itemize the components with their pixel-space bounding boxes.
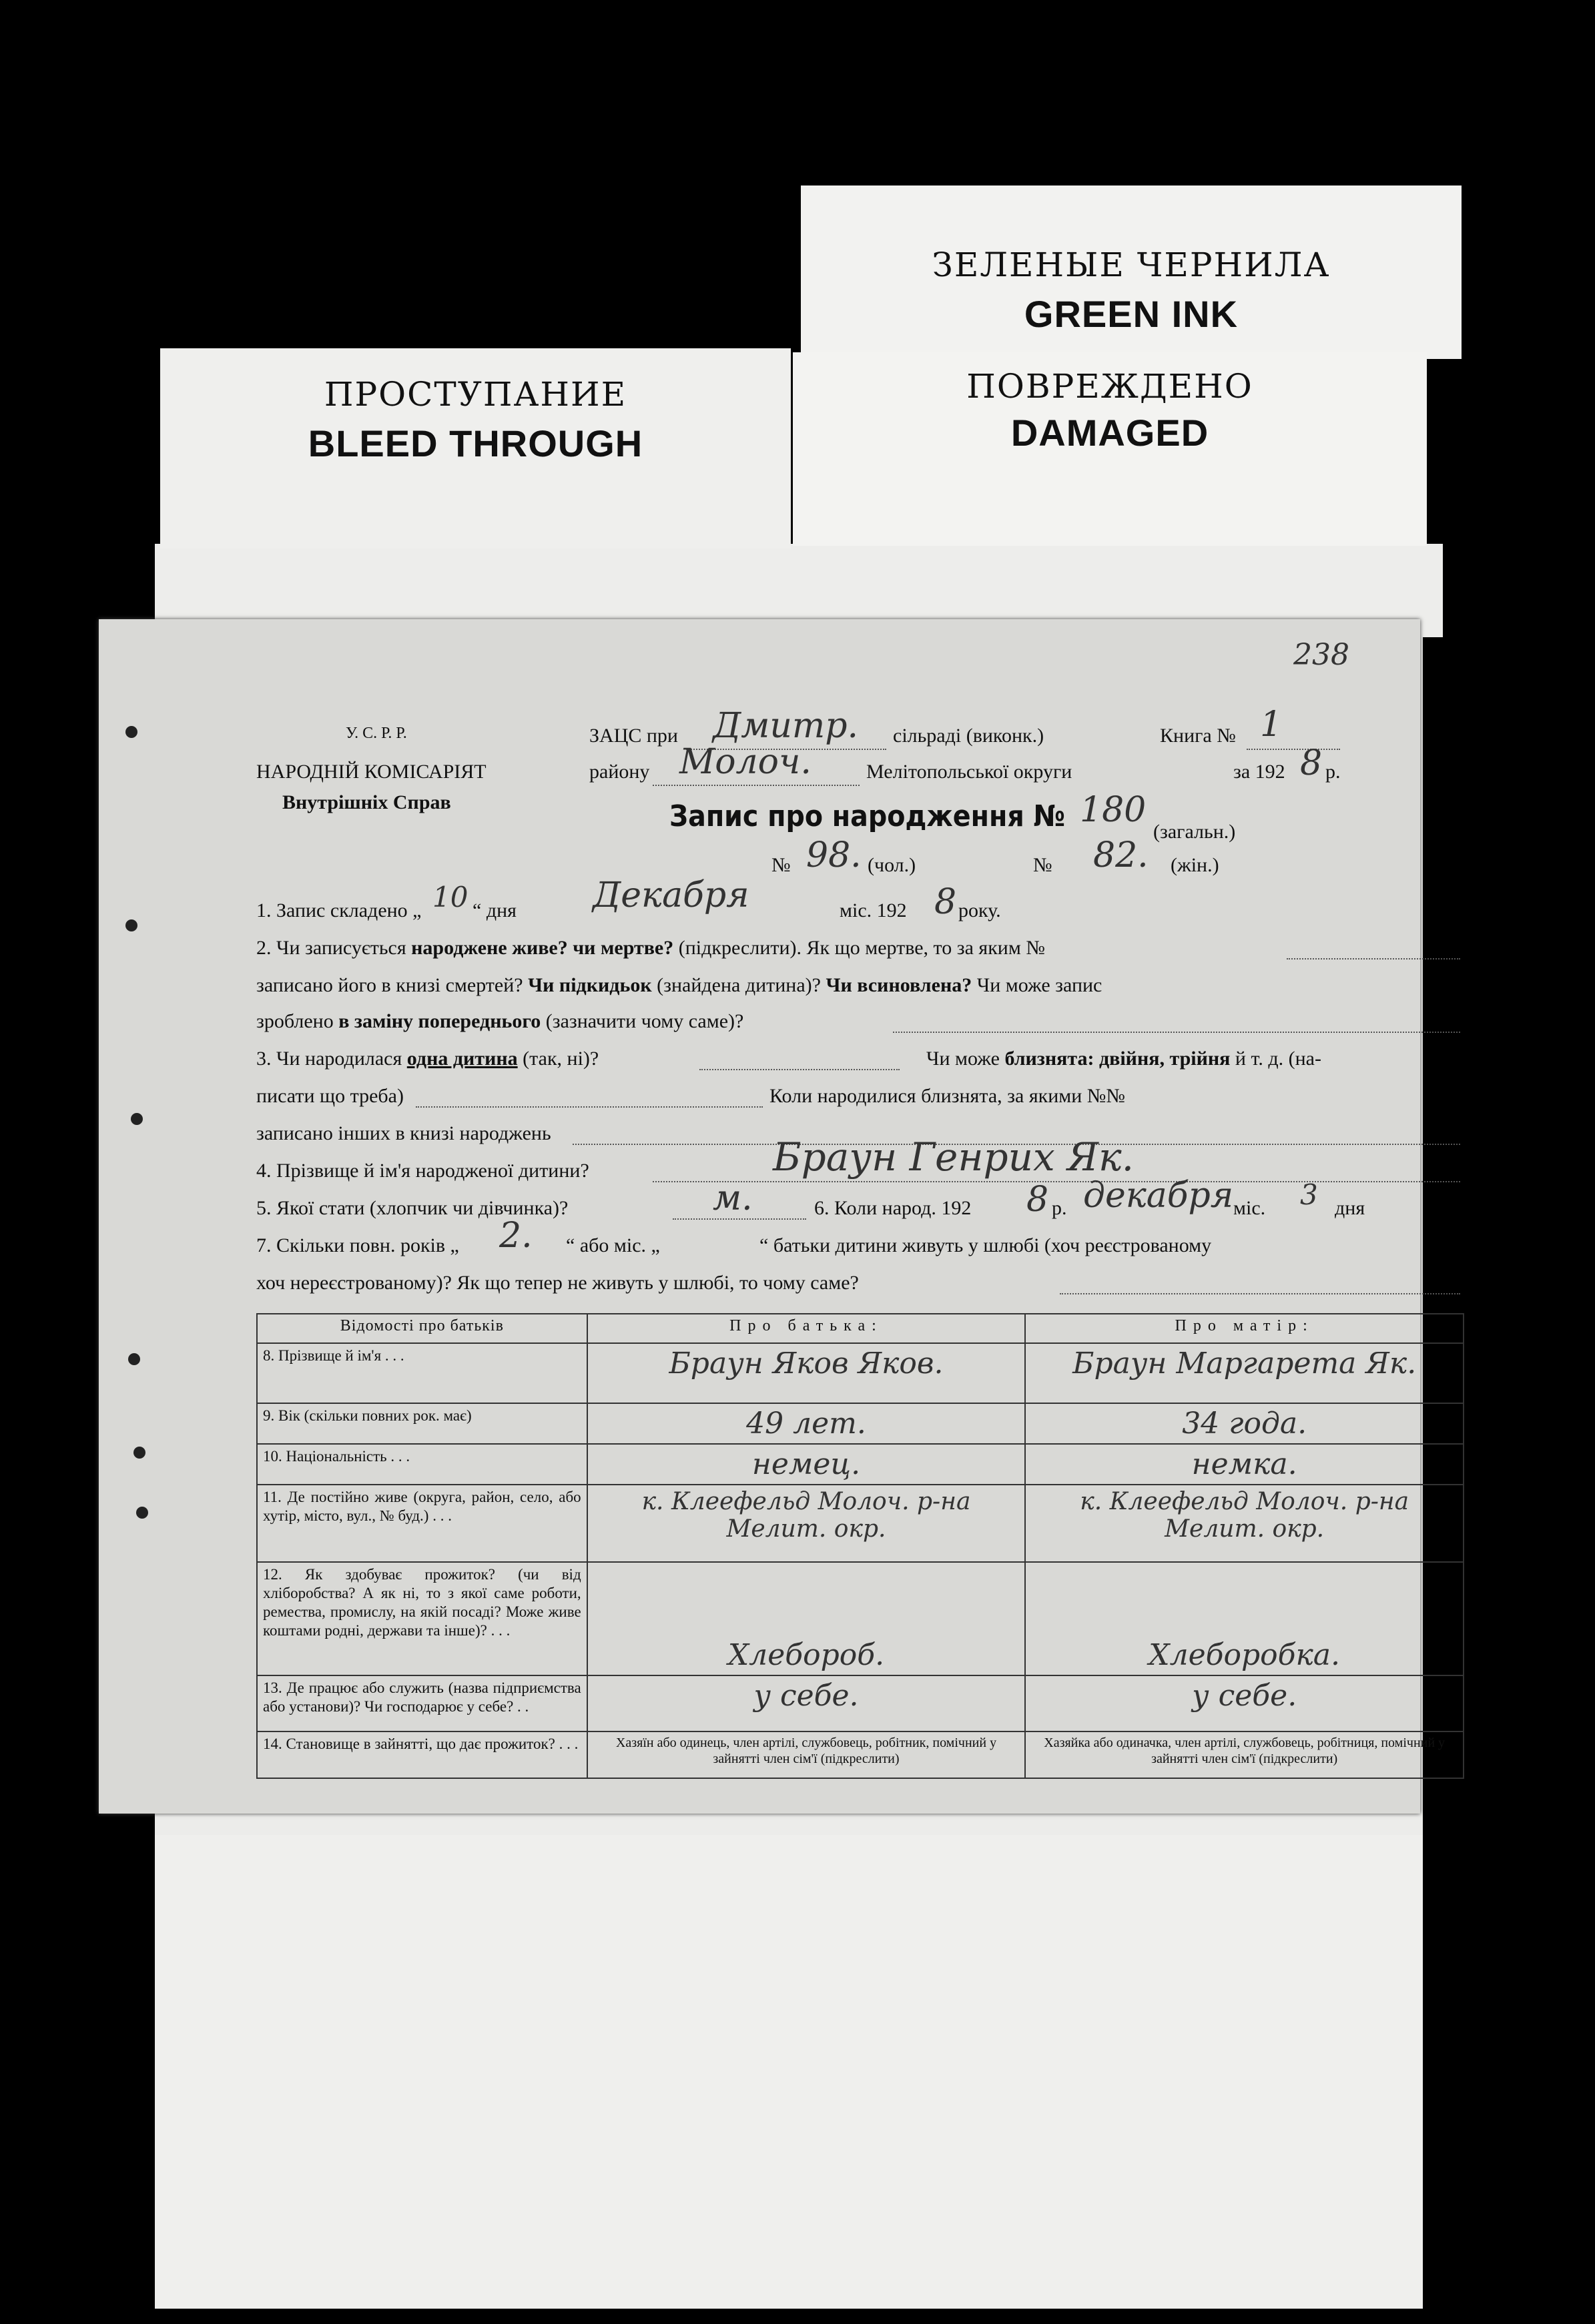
record-number-suffix: (загальн.) [1153, 821, 1236, 843]
row-question: 14. Становище в зайнятті, що дає прожиток? . . . [257, 1731, 587, 1778]
damaged-label-en: DAMAGED [1010, 412, 1209, 454]
female-number: 82. [1093, 835, 1149, 875]
birth-year: 8 [1026, 1180, 1049, 1220]
birth-day: 3 [1300, 1178, 1318, 1211]
q1-year-label: міс. 192 [840, 899, 907, 921]
row-question: 12. Як здобуває прожиток? (чи від хліборобства? А як ні, то з якої саме роботи, ремества, промислу, на якій посаді? Може живе коштами родні, держави та інше)? . . . [257, 1562, 587, 1675]
male-number-suffix: (чол.) [868, 854, 916, 876]
child-sex: м. [713, 1178, 753, 1218]
birth-record-card [99, 619, 1446, 1814]
q2-line-fill [1287, 958, 1460, 959]
parents-table-header [257, 1314, 1464, 1343]
birth-month-suffix: міс. [1233, 1197, 1266, 1219]
table-row [257, 1444, 1464, 1485]
book-number: 1 [1260, 705, 1283, 745]
year-label: за 192 [1233, 761, 1285, 783]
father-residence: к. Клеефельд Молоч. р-на Мелит. окр. [641, 1488, 971, 1543]
table-row [257, 1403, 1464, 1444]
father-workplace: у себе. [753, 1679, 859, 1713]
q3-f: й т. д. (на- [1235, 1048, 1321, 1070]
header-info: Відомості про батьків [257, 1314, 587, 1343]
q2-h: Чи може запис [976, 974, 1102, 996]
q3-b: одна дитина [406, 1048, 518, 1070]
q3-line3: записано інших в книзі народжень [256, 1122, 551, 1144]
q2-line2 [256, 974, 1102, 997]
q2-e: Чи підкидьок [528, 974, 652, 996]
book-line [1247, 749, 1340, 750]
father-name: Браун Яков Яков. [669, 1346, 944, 1381]
q2-line3-fill [893, 1032, 1460, 1033]
punch-hole [125, 726, 137, 738]
punch-hole [128, 1353, 140, 1365]
q7-line2: хоч нереєстрованому)? Як що тепер не живуть у шлюбі, то чому саме? [256, 1272, 859, 1294]
row-question: 11. Де постійно живе (округа, район, село, або хутір, місто, вул., № буд.) . . . [257, 1485, 587, 1562]
q2-a: 2. Чи записується [256, 937, 406, 959]
mother-status: Хазяйка або одиначка, член артілі, службовець, робітниця, помічний у зайнятті член сім'ї (підкреслити) [1044, 1735, 1446, 1766]
q3-line-b [926, 1048, 1321, 1070]
q2-line3 [256, 1010, 743, 1033]
q1-year: 8 [934, 882, 957, 922]
green-ink-label-ru: ЗЕЛЕНЫЕ ЧЕРНИЛА [932, 246, 1331, 284]
header-commissariat: НАРОДНІЙ КОМІСАРІЯТ [256, 761, 487, 783]
q2-f: (знайдена дитина)? [657, 974, 821, 996]
green-ink-label-en: GREEN INK [1024, 293, 1239, 335]
damaged-label-ru: ПОВРЕЖДЕНО [966, 367, 1253, 406]
q3-line2: писати що треба) [256, 1085, 404, 1107]
district-label: району [589, 761, 650, 783]
mother-age: 34 года. [1182, 1407, 1307, 1441]
father-occupation: Хлебороб. [727, 1638, 885, 1672]
bleed-through-label-en: BLEED THROUGH [308, 422, 643, 464]
punch-hole [133, 1447, 145, 1459]
header-internal-affairs: Внутрішніх Справ [282, 791, 451, 813]
q3-e: близнята: двійня, трійня [1004, 1048, 1231, 1070]
row-question: 13. Де працює або служить (назва підприємства або установи)? Чи господарює у себе? . . [257, 1675, 587, 1731]
q2-c: (підкреслити). Як що мертве, то за яким № [678, 937, 1045, 959]
q3-c: (так, ні)? [523, 1048, 599, 1070]
q1-year-suffix: року. [958, 899, 1001, 921]
father-age: 49 лет. [746, 1407, 866, 1441]
q6-label: 6. Коли народ. 192 [814, 1197, 972, 1219]
year-suffix: р. [1325, 761, 1341, 783]
book-label: Книга № [1160, 725, 1236, 747]
q7-line2-fill [1060, 1293, 1460, 1294]
female-number-suffix: (жін.) [1171, 854, 1219, 876]
q2-d: записано його в книзі смертей? [256, 974, 523, 996]
q1-text: 1. Запис складено „ [256, 899, 422, 921]
okrug: Мелітопольської округи [866, 761, 1072, 783]
male-number-label: № [771, 854, 791, 876]
birth-year-suffix: р. [1052, 1197, 1067, 1219]
female-number-label: № [1033, 854, 1052, 876]
birth-day-suffix: дня [1335, 1197, 1365, 1219]
punch-hole [136, 1507, 148, 1519]
q2-g: Чи всиновлена? [826, 974, 972, 996]
q2-line [256, 937, 1045, 959]
table-row [257, 1562, 1464, 1675]
header-mother: Про матір: [1025, 1314, 1464, 1343]
header-father: Про батька: [587, 1314, 1026, 1343]
father-nationality: немец. [751, 1447, 861, 1481]
mother-name: Браун Маргарета Як. [1072, 1346, 1417, 1381]
table-row [257, 1485, 1464, 1562]
q4-label: 4. Прізвище й ім'я народженої дитини? [256, 1160, 589, 1182]
table-row [257, 1343, 1464, 1403]
mother-residence: к. Клеефельд Молоч. р-на Мелит. окр. [1080, 1488, 1409, 1543]
q1-day: 10 [432, 881, 468, 913]
row-question: 8. Прізвище й ім'я . . . [257, 1343, 587, 1403]
q2-i: зроблено [256, 1010, 334, 1032]
q2-b: народжене живе? чи мертве? [411, 937, 674, 959]
q3-line2-fill [416, 1106, 763, 1108]
bleed-through-label [160, 348, 791, 548]
record-title: Запис про народження № [669, 799, 1066, 833]
district-line [653, 785, 860, 786]
year-digit: 8 [1300, 743, 1323, 783]
record-number: 180 [1080, 790, 1147, 830]
zags-prefix: ЗАЦС при [589, 725, 678, 747]
q1-day-suffix: “ дня [472, 899, 517, 921]
table-row [257, 1675, 1464, 1731]
q3-line2-b: Коли народилися близнята, за якими №№ [769, 1085, 1126, 1107]
table-row [257, 1731, 1464, 1778]
q2-k: (зазначити чому саме)? [545, 1010, 744, 1032]
mother-occupation: Хлеборобка. [1149, 1638, 1341, 1672]
q7-months: “ або міс. „ [566, 1234, 660, 1256]
village-suffix: сільраді (виконк.) [893, 725, 1044, 747]
damaged-label [793, 352, 1427, 546]
q7-label: 7. Скільки повн. років „ [256, 1234, 459, 1256]
q3-fill [699, 1069, 900, 1070]
birth-month: декабря [1083, 1176, 1234, 1216]
backing-paper [155, 1802, 1423, 2309]
q2-j: в заміну попереднього [338, 1010, 541, 1032]
bleed-through-label-ru: ПРОСТУПАНИЕ [324, 375, 627, 414]
q3-line [256, 1048, 599, 1070]
page-number: 238 [1293, 638, 1349, 672]
q7-text: “ батьки дитини живуть у шлюбі (хоч реєстрованому [759, 1234, 1212, 1256]
father-status: Хазяїн або одинець, член артілі, службовець, робітник, помічний у зайнятті член сім'ї (підкреслити) [615, 1735, 997, 1766]
mother-workplace: у себе. [1192, 1679, 1297, 1713]
q5-fill [673, 1218, 806, 1220]
green-ink-label [801, 185, 1462, 359]
child-name: Браун Генрих Як. [773, 1134, 1135, 1180]
row-question: 9. Вік (скільки повних рок. має) [257, 1403, 587, 1444]
district-name: Молоч. [679, 742, 812, 782]
village-name: Дмитр. [713, 706, 859, 746]
q4-fill [653, 1181, 1460, 1182]
q5-label: 5. Якої стати (хлопчик чи дівчинка)? [256, 1197, 569, 1219]
punch-hole [125, 919, 137, 931]
years-married: 2. [499, 1216, 533, 1256]
parents-table [256, 1313, 1464, 1779]
row-question: 10. Національність . . . [257, 1444, 587, 1485]
male-number: 98. [806, 835, 862, 875]
q1-month: Декабря [593, 875, 749, 915]
mother-nationality: немка. [1191, 1447, 1297, 1481]
q3-a: 3. Чи народилася [256, 1048, 402, 1070]
header-ussr: У. С. Р. Р. [346, 725, 407, 742]
punch-hole [131, 1113, 143, 1125]
q3-d: Чи може [926, 1048, 1000, 1070]
